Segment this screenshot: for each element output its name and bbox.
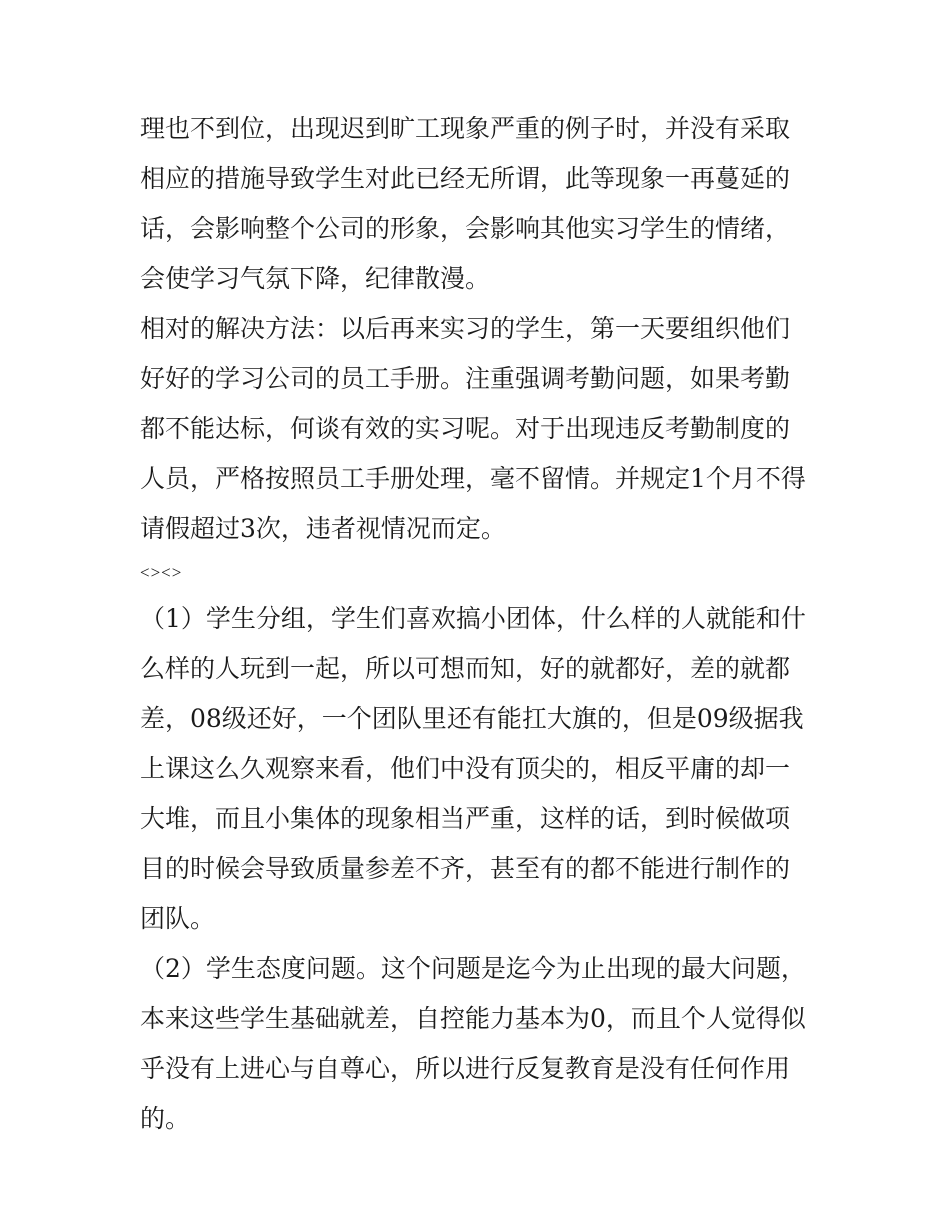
section-marker: <><> <box>140 563 183 582</box>
document-body <box>140 104 812 1144</box>
paragraph-discipline-issue: 理也不到位，出现迟到旷工现象严重的例子时，并没有采取相应的措施导致学生对此已经无所谓，此等现象一再蔓延的话，会影响整个公司的形象，会影响其他实习学生的情绪，会使学习气氛下降，纪律散漫。 <box>140 114 791 293</box>
paragraph-solution: 相对的解决方法：以后再来实习的学生，第一天要组织他们好好的学习公司的员工手册。注重强调考勤问题，如果考勤都不能达标，何谈有效的实习呢。对于出现违反考勤制度的人员，严格按照员工手册处理，毫不留情。并规定1个月不得请假超过3次，违者视情况而定。 <box>140 314 806 543</box>
paragraph-grouping-issue: （1）学生分组，学生们喜欢搞小团体，什么样的人就能和什么样的人玩到一起，所以可想而知，好的就都好，差的就都差，08级还好，一个团队里还有能扛大旗的，但是09级据我上课这么久观察来看，他们中没有顶尖的，相反平庸的却一大堆，而且小集体的现象相当严重，这样的话，到时候做项目的时候会导致质量参差不齐，甚至有的都不能进行制作的团队。 <box>140 604 806 933</box>
paragraph-attitude-issue: （2）学生态度问题。这个问题是迄今为止出现的最大问题，本来这些学生基础就差，自控能力基本为0，而且个人觉得似乎没有上进心与自尊心，所以进行反复教育是没有任何作用的。 <box>140 954 806 1133</box>
